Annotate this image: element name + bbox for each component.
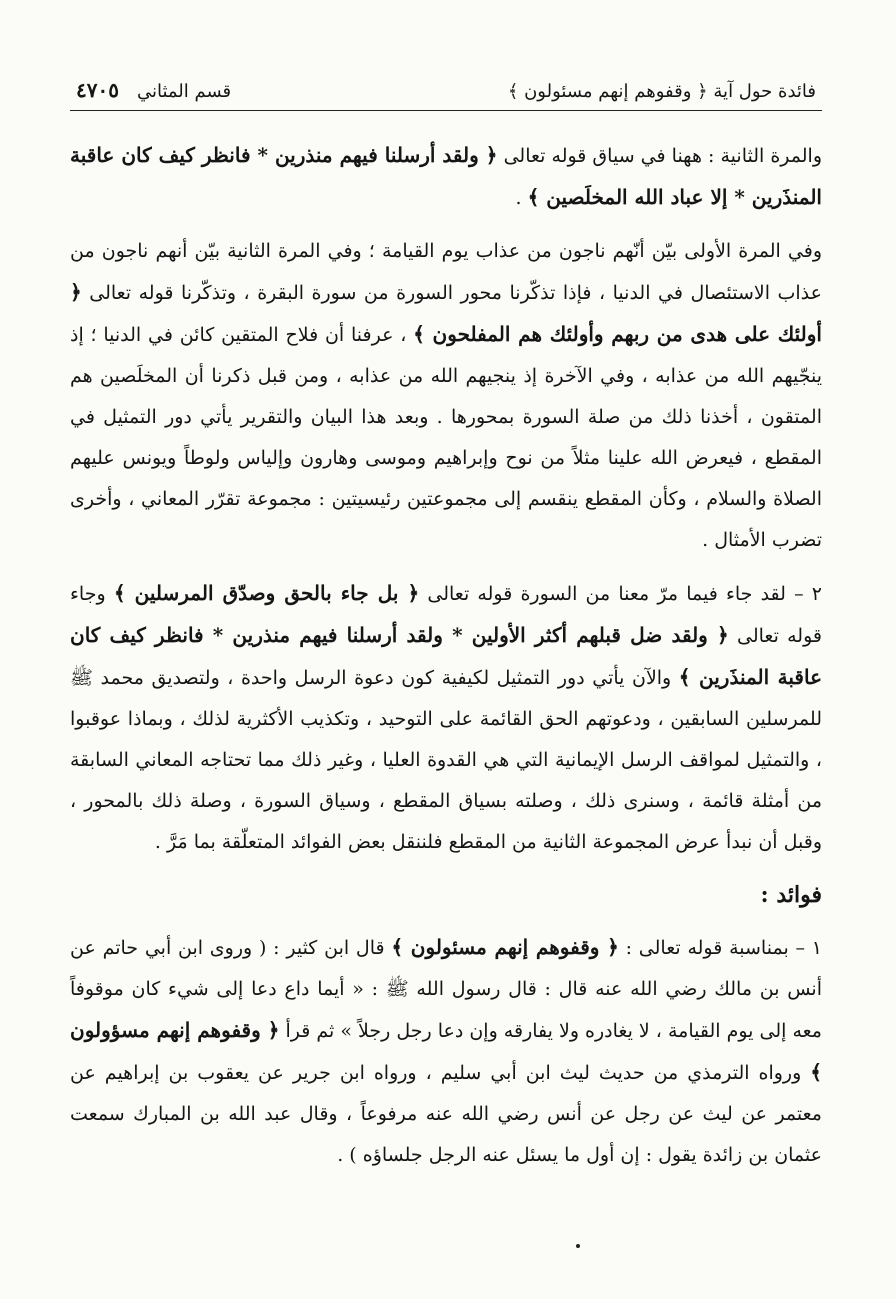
- text-run: وجاء قوله تعالى: [70, 583, 822, 647]
- paragraph: [70, 927, 822, 1176]
- page-mark-dot: [576, 1244, 580, 1248]
- text-run: وفي المرة الأولى بيّن أنّهم ناجون من عذاب يوم القيامة ؛ وفي المرة الثانية بيّن أنهم ناجون من عذاب الاستئصال في الدنيا ، فإذا تذكّرنا محور السورة من سورة البقرة ، وتذكّرنا قوله تعالى: [70, 240, 822, 304]
- quran-verse: ﴿ ولقد أرسلنا فيهم منذرين * فانظر كيف كان عاقبة المنذَرين * إلا عباد الله المخلَصين ﴾: [70, 143, 822, 209]
- quran-verse: ﴿ وقفوهم إنهم مسئولون ﴾: [391, 935, 619, 959]
- text-run: والمرة الثانية : ههنا في سياق قوله تعالى: [497, 145, 823, 167]
- text-run: ١ – بمناسبة قوله تعالى :: [618, 937, 822, 959]
- paragraph-group-1: [70, 135, 822, 863]
- paragraph: [70, 135, 822, 219]
- text-run: والآن يأتي دور التمثيل لكيفية كون دعوة الرسل واحدة ، ولتصديق محمد ﷺ للمرسلين السابقين ، ودعوتهم الحق القائمة على التوحيد ، وتكذيب الأكثرية لذلك ، وبماذا عوقبوا ، والتمثيل لمواقف الرسل الإيمانية التي هي القدوة العليا ، وغير ذلك مما تحتاجه المعاني السابقة من أمثلة قائمة ، وسنرى ذلك ، وصلته بسياق المقطع ، وسياق السورة ، وصلة ذلك بالمحور ، وقبل أن نبدأ عرض المجموعة الثانية من المقطع فلننقل بعض الفوائد المتعلّقة بما مَرَّ .: [70, 667, 822, 853]
- body-text: [70, 135, 822, 1176]
- text-run: .: [515, 187, 528, 209]
- text-run: ورواه الترمذي من حديث ليث ابن أبي سليم ، ورواه ابن جرير عن يعقوب بن إبراهيم عن معتمر عن ليث عن رجل عن أنس رضي الله عنه مرفوعاً ، وقال عبد الله بن المبارك سمعت عثمان بن زائدة يقول : إن أول ما يسئل عنه الرجل جلساؤه ) .: [70, 1062, 822, 1166]
- quran-verse: ﴿ أولئك على هدى من ربهم وأولئك هم المفلحون ﴾: [70, 280, 822, 346]
- quran-verse: ﴿ ولقد ضل قبلهم أكثر الأولين * ولقد أرسلنا فيهم منذرين * فانظر كيف كان عاقبة المنذَرين ﴾: [70, 623, 823, 689]
- quran-verse: ﴿ وقفوهم إنهم مسؤولون ﴾: [70, 1018, 822, 1084]
- section-heading: فوائد :: [760, 882, 822, 908]
- paragraph-group-2: [70, 927, 822, 1176]
- section-label: قسم المثاني: [136, 81, 232, 102]
- text-run: قال ابن كثير : ( وروى ابن أبي حاتم عن أنس بن مالك رضي الله عنه قال : قال رسول الله ﷺ : « أيما داع دعا إلى شيء كان موقوفاً معه إلى يوم القيامة ، لا يغادره ولا يفارقه وإن دعا رجل رجلاً » ثم قرأ: [70, 937, 822, 1042]
- running-header: [70, 78, 822, 111]
- page-number: ٤٧٠٥: [76, 78, 119, 102]
- paragraph: [70, 231, 822, 561]
- quran-verse: ﴿ بل جاء بالحق وصدّق المرسلين ﴾: [113, 581, 420, 605]
- header-left-group: [76, 78, 231, 102]
- text-run: ٢ – لقد جاء فيما مرّ معنا من السورة قوله تعالى: [419, 583, 822, 605]
- book-page: [70, 78, 822, 1188]
- paragraph: [70, 573, 822, 863]
- text-run: ، عرفنا أن فلاح المتقين كائن في الدنيا ؛ إذ ينجّيهم الله من عذابه ، وفي الآخرة إذ ينجيهم الله من عذابه ، ومن قبل ذكرنا أن المخلَصين هم المتقون ، أخذنا ذلك من صلة السورة بمحورها . وبعد هذا البيان والتقرير يأتي دور التمثيل في المقطع ، فيعرض الله علينا مثلاً من نوح وإبراهيم وموسى وهارون وإلياس ولوطاً ويونس عليهم الصلاة والسلام ، وكأن المقطع ينقسم إلى مجموعتين رئيسيتين : مجموعة تقرّر المعاني ، وأخرى تضرب الأمثال .: [70, 324, 822, 551]
- chapter-title: فائدة حول آية ﴿ وقفوهم إنهم مسئولون ﴾: [507, 81, 816, 102]
